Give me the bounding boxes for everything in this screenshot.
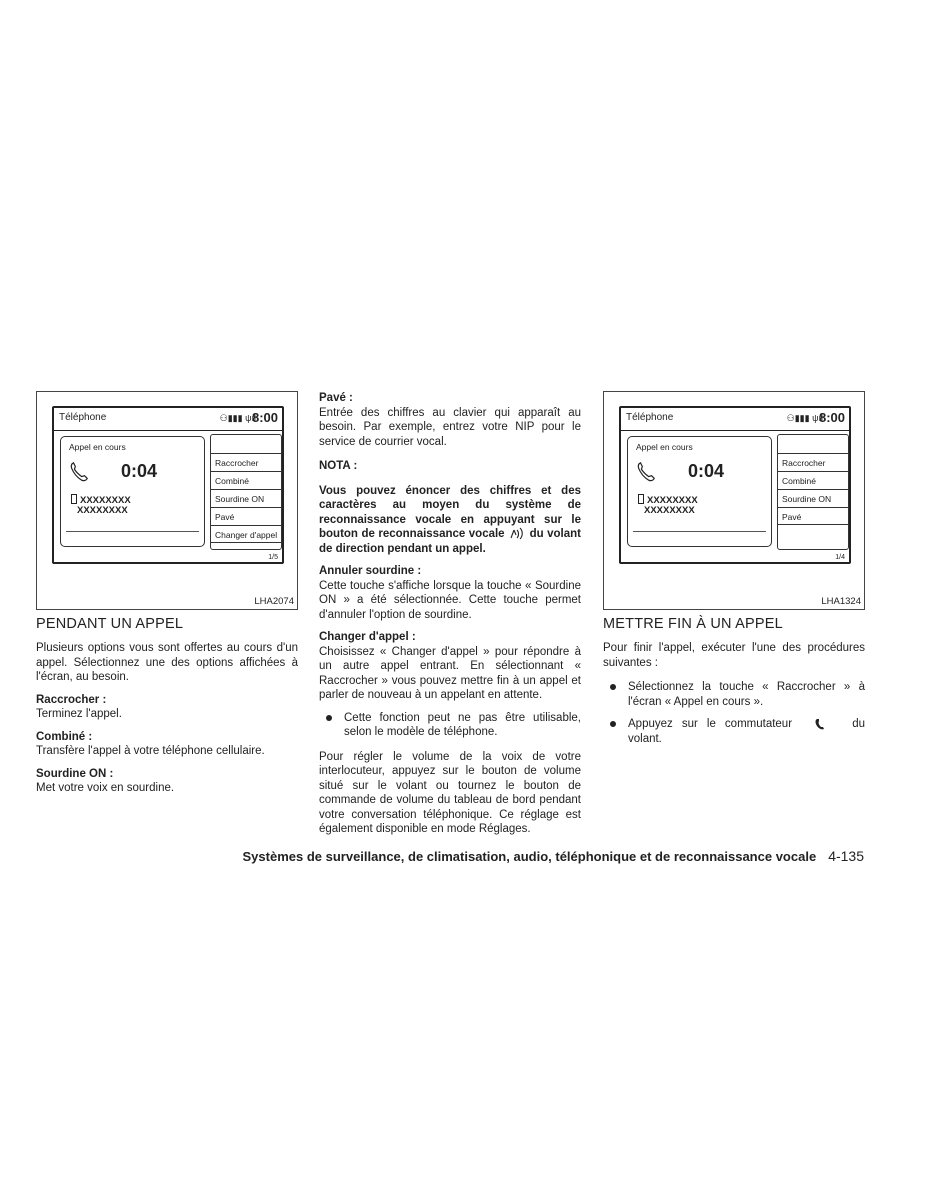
menu-item-combine[interactable]: Combiné xyxy=(211,471,281,489)
clock: 8:00 xyxy=(251,410,278,425)
annuler-text: Cette touche s'affiche lorsque la touche « Sourdine ON » a été sélectionnée. Cette touche permet d'annuler l'option de sourdine. xyxy=(319,579,581,621)
combine-title: Combiné : xyxy=(36,730,93,743)
phone-end-call-icon xyxy=(807,717,837,731)
list-item xyxy=(603,680,865,709)
screen-title: Téléphone xyxy=(626,412,674,423)
caller-line-1: XXXXXXXX xyxy=(647,495,698,506)
figure-during-call xyxy=(36,391,298,610)
heading-pendant-appel: PENDANT UN APPEL xyxy=(36,616,184,632)
menu-item-pave[interactable]: Pavé xyxy=(778,507,848,525)
raccrocher-title: Raccrocher : xyxy=(36,693,107,706)
call-status: Appel en cours xyxy=(69,442,126,452)
page-footer xyxy=(243,848,864,864)
status-icons: ⚇▮▮▮ ψıl xyxy=(219,413,256,423)
caller-line-1: XXXXXXXX xyxy=(80,495,131,506)
footer-section-title: Systèmes de surveillance, de climatisation, audio, téléphonique et de reconnaissance vocale xyxy=(242,849,817,864)
column-right xyxy=(603,391,865,746)
page-indicator: 1/5 xyxy=(268,554,278,561)
raccrocher-text: Terminez l'appel. xyxy=(36,708,122,720)
caller-line-2: XXXXXXXX xyxy=(77,505,128,516)
voice-recognition-icon xyxy=(508,527,526,541)
bullet-list xyxy=(603,680,865,746)
phone-screen xyxy=(619,406,851,564)
figure-label: LHA2074 xyxy=(254,596,294,607)
menu-item-sourdine[interactable]: Sourdine ON xyxy=(211,489,281,507)
menu-item-combine[interactable]: Combiné xyxy=(778,471,848,489)
figure-label: LHA1324 xyxy=(821,596,861,607)
bullet-list xyxy=(319,711,581,740)
nota-title: NOTA : xyxy=(319,460,358,472)
page-number: 4-135 xyxy=(828,848,864,864)
divider xyxy=(66,531,199,532)
call-timer: 0:04 xyxy=(121,461,158,481)
sourdine-text: Met votre voix en sourdine. xyxy=(36,782,175,794)
bullet-icon xyxy=(326,715,332,721)
menu-item-sourdine[interactable]: Sourdine ON xyxy=(778,489,848,507)
changer-text: Choisissez « Changer d'appel » pour répondre à un autre appel entrant. En sélectionnant « Raccrocher » vous pouvez mettre fin à un appel et parler de nouveau à un appelant en attente. xyxy=(319,645,581,702)
phone-handset-icon xyxy=(68,461,90,483)
volume-text: Pour régler le volume de la voix de votre interlocuteur, appuyez sur le bouton de volume situé sur le volant ou tournez le bouton de commande de volume du tableau de bord pendant votre conversation téléphonique. Ce réglage est également disponible en mode Réglages. xyxy=(319,750,581,836)
call-panel xyxy=(627,436,772,547)
phone-handset-icon xyxy=(635,461,657,483)
caller-line-2: XXXXXXXX xyxy=(644,505,695,516)
heading-mettre-fin: METTRE FIN À UN APPEL xyxy=(603,616,783,632)
call-status: Appel en cours xyxy=(636,442,693,452)
nota-text xyxy=(319,484,581,557)
call-options-menu xyxy=(777,434,849,550)
bullet-text-a: Appuyez sur le commutateur xyxy=(628,718,793,731)
list-item xyxy=(319,711,581,740)
screen-header xyxy=(54,408,282,431)
pave-title: Pavé : xyxy=(319,392,353,404)
bullet-text: Sélectionnez la touche « Raccrocher » à l'écran « Appel en cours ». xyxy=(628,681,865,708)
phone-screen xyxy=(52,406,284,564)
list-item xyxy=(603,717,865,746)
call-options-menu xyxy=(210,434,282,550)
column-middle xyxy=(319,391,581,837)
call-panel xyxy=(60,436,205,547)
column-left xyxy=(36,391,298,796)
intro-text: Plusieurs options vous sont offertes au cours d'un appel. Sélectionnez une des options affichées à l'écran, au besoin. xyxy=(36,642,298,683)
menu-item-pave[interactable]: Pavé xyxy=(211,507,281,525)
figure-end-call xyxy=(603,391,865,610)
screen-title: Téléphone xyxy=(59,412,107,423)
changer-title: Changer d'appel : xyxy=(319,631,416,644)
bullet-icon xyxy=(610,684,616,690)
bullet-text-b: du volant. xyxy=(628,718,866,745)
clock: 8:00 xyxy=(818,410,845,425)
call-timer: 0:04 xyxy=(688,461,725,481)
phone-device-icon xyxy=(71,494,77,504)
screen-header xyxy=(621,408,849,431)
intro-text: Pour finir l'appel, exécuter l'une des procédures suivantes : xyxy=(603,642,865,669)
nota-text-b: du volant de direction pendant un appel. xyxy=(319,528,581,555)
menu-item-changer-appel[interactable]: Changer d'appel xyxy=(211,525,281,543)
combine-text: Transfère l'appel à votre téléphone cellulaire. xyxy=(36,745,265,757)
page-indicator: 1/4 xyxy=(835,554,845,561)
sourdine-title: Sourdine ON : xyxy=(36,767,114,780)
nota-text-a: Vous pouvez énoncer des chiffres et des caractères au moyen du système de reconnaissance vocale en appuyant sur le bouton de reconnaissance vocale xyxy=(319,484,581,541)
bullet-icon xyxy=(610,721,616,727)
menu-item-raccrocher[interactable]: Raccrocher xyxy=(211,453,281,471)
pave-text: Entrée des chiffres au clavier qui apparaît au besoin. Par exemple, entrez votre NIP pour le service de courrier vocal. xyxy=(319,406,581,448)
status-icons: ⚇▮▮▮ ψıl xyxy=(786,413,823,423)
menu-item-raccrocher[interactable]: Raccrocher xyxy=(778,453,848,471)
bullet-text: Cette fonction peut ne pas être utilisable, selon le modèle de téléphone. xyxy=(344,711,581,739)
phone-device-icon xyxy=(638,494,644,504)
divider xyxy=(633,531,766,532)
annuler-title: Annuler sourdine : xyxy=(319,565,422,578)
